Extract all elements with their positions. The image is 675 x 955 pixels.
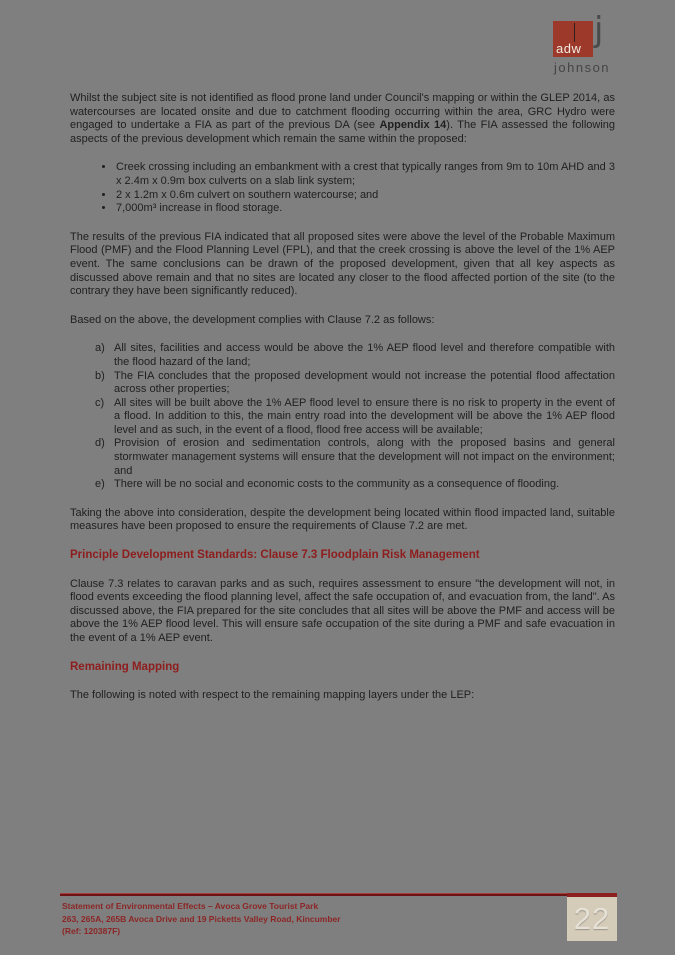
footer-rule [60, 893, 617, 896]
lettered-item-label: b) [95, 369, 105, 382]
document-body [70, 92, 615, 718]
lettered-item-text: Provision of erosion and sedimentation controls, along with the proposed basins and general stormwater management systems will ensure that the development will not impact on the environment; and [114, 437, 615, 477]
lettered-item [95, 370, 615, 397]
section-heading-remaining-mapping: Remaining Mapping [70, 660, 180, 673]
lettered-item [95, 342, 615, 369]
bullet-list [70, 161, 615, 215]
paragraph-conclusion-72: Taking the above into consideration, despite the development being located within flood impacted land, suitable measures have been proposed to ensure the requirements of Clause 7.2 are met. [70, 506, 615, 533]
lettered-item-label: d) [95, 437, 105, 450]
bullet-item: • Creek crossing including an embankment with a crest that typically ranges from 9m to 10m AHD and 3 x 2.4m x 0.9m box culverts on a slab link system; [115, 161, 615, 188]
logo-j-mark: j [594, 10, 604, 50]
paragraph-intro-pre: Whilst the subject site is not identified as flood prone land under Council's mapping or within the GLEP 2014, as watercourses are located onsite and due to catchment flooding occurring within the area, GRC Hydro were engaged to undertake a FIA as part of the previous DA (see [70, 92, 615, 132]
paragraph-intro-post: ). The FIA assessed the following aspects of the previous development which remain the same within the proposed: [70, 119, 616, 145]
paragraph-intro [70, 92, 615, 146]
logo-adw-text: adw [556, 41, 582, 56]
page-number: 22 [573, 901, 611, 936]
lettered-item-text: All sites, facilities and access would be above the 1% AEP flood level and therefore compatible with the flood hazard of the land; [114, 342, 615, 368]
company-logo [553, 10, 625, 79]
paragraph-clause72-lead: Based on the above, the development complies with Clause 7.2 as follows: [70, 313, 435, 326]
footer-address: 263, 265A, 265B Avoca Drive and 19 Picketts Valley Road, Kincumber [62, 913, 341, 924]
lettered-item [95, 478, 615, 492]
lettered-item-text: All sites will be built above the 1% AEP flood level to ensure there is no risk to property in the event of a flood. In addition to this, the main entry road into the development will be above the 1% AEP flood level and as such, in the event of a flood, flood free access will be available; [114, 396, 615, 436]
lettered-item-text: There will be no social and economic costs to the community as a consequence of flooding. [114, 478, 560, 491]
paragraph-fia-results: The results of the previous FIA indicated that all proposed sites were above the level of the Probable Maximum Flood (PMF) and the Flood Planning Level (FPL), and that the creek crossing is above the level of the 1% AEP event. The same conclusions can be drawn of the proposed development, given that all key aspects as discussed above remain and that no sites are located any closer to the flood affected portion of the site (to the contrary they have been significantly reduced). [70, 230, 615, 298]
lettered-item [95, 437, 615, 478]
appendix-reference: Appendix 14 [379, 119, 447, 132]
page-number-box [567, 893, 617, 941]
logo-stem-line [574, 23, 575, 42]
footer-reference: (Ref: 120387F) [62, 926, 121, 936]
lettered-list [70, 342, 615, 492]
lettered-item-label: a) [95, 342, 105, 355]
lettered-item [95, 397, 615, 438]
bullet-item: • 2 x 1.2m x 0.6m culvert on southern watercourse; and [115, 189, 615, 203]
bullet-item: • 7,000m³ increase in flood storage. [115, 202, 615, 216]
section-heading-clause73: Principle Development Standards: Clause 7.3 Floodplain Risk Management [70, 549, 480, 562]
lettered-item-text: The FIA concludes that the proposed development would not increase the potential flood affectation across other properties; [114, 369, 615, 396]
footer-document-title: Statement of Environmental Effects – Avoca Grove Tourist Park [62, 901, 319, 911]
logo-johnson-text: johnson [554, 60, 611, 75]
paragraph-remaining-mapping: The following is noted with respect to the remaining mapping layers under the LEP: [70, 689, 475, 702]
footer [62, 900, 341, 938]
logo-square [553, 21, 593, 57]
lettered-item-label: e) [95, 478, 105, 491]
paragraph-clause73: Clause 7.3 relates to caravan parks and as such, requires assessment to ensure "the development will not, in flood events exceeding the flood planning level, affect the safe occupation of, and evacuation from, the land". As discussed above, the FIA prepared for the site concludes that all sites will be above the PMF and access will be above the 1% AEP flood level. This will ensure safe occupation of the site during a PMF and safe evacuation in the event of a 1% AEP event. [70, 577, 615, 644]
lettered-item-label: c) [95, 396, 105, 409]
